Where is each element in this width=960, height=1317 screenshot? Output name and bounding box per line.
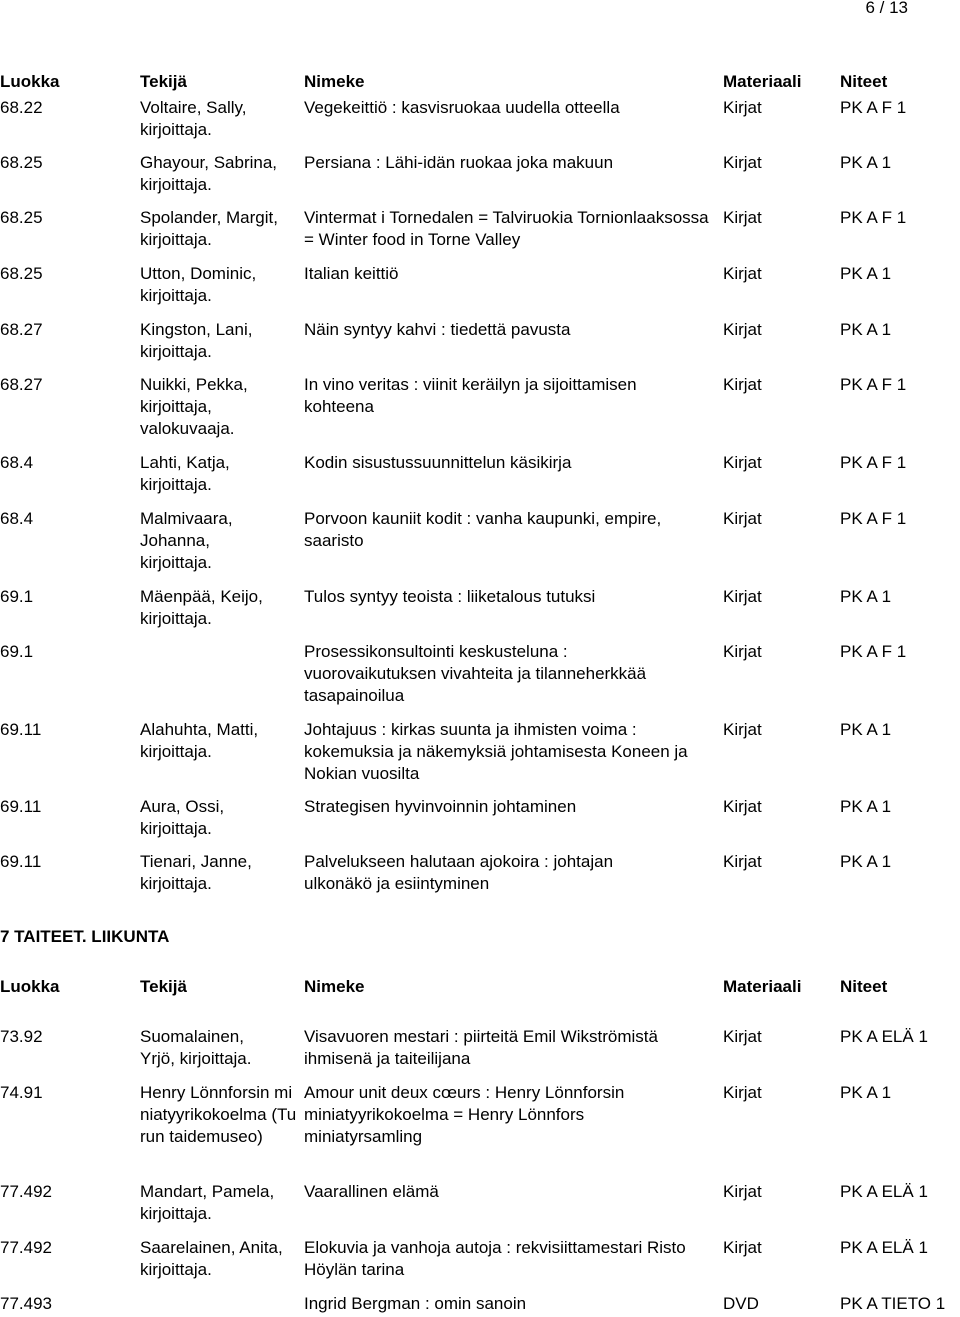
cell-nimeke: Johtajuus : kirkas suunta ja ihmisten voima : kokemuksia ja näkemyksiä johtamisesta Koneen ja Nokian vuosilta [304, 720, 688, 783]
cell-materiaali: Kirjat [723, 153, 762, 172]
cell-niteet: PK A F 1 [840, 453, 907, 472]
cell-luokka: 68.4 [0, 509, 34, 528]
cell-nimeke: In vino veritas : viinit keräilyn ja sijoittamisen kohteena [304, 375, 637, 416]
cell-materiaali: Kirjat [723, 1027, 762, 1046]
cell-materiaali: Kirjat [723, 797, 762, 816]
cell-luokka: 73.92 [0, 1027, 43, 1046]
cell-luokka: 68.25 [0, 264, 43, 283]
header-tekija: Tekijä [140, 72, 187, 91]
cell-nimeke: Tulos syntyy teoista : liiketalous tutuksi [304, 587, 596, 606]
cell-nimeke: Ingrid Bergman : omin sanoin [304, 1294, 527, 1313]
cell-nimeke: Visavuoren mestari : piirteitä Emil Wikströmistä ihmisenä ja taiteilijana [304, 1027, 658, 1068]
section-title: 7 TAITEET. LIIKUNTA [0, 927, 170, 946]
header-nimeke: Nimeke [304, 977, 365, 996]
cell-materiaali: Kirjat [723, 320, 762, 339]
cell-niteet: PK A F 1 [840, 642, 907, 661]
cell-tekija: Utton, Dominic, kirjoittaja. [140, 264, 257, 305]
cell-niteet: PK A ELÄ 1 [840, 1027, 928, 1046]
cell-materiaali: Kirjat [723, 264, 762, 283]
cell-tekija: Nuikki, Pekka, kirjoittaja, valokuvaaja. [140, 375, 248, 438]
header-tekija: Tekijä [140, 977, 187, 996]
cell-materiaali: Kirjat [723, 509, 762, 528]
cell-tekija: Saarelainen, Anita, kirjoittaja. [140, 1238, 283, 1279]
cell-luokka: 69.11 [0, 852, 42, 871]
cell-luokka: 68.22 [0, 98, 43, 117]
cell-luokka: 74.91 [0, 1083, 43, 1102]
cell-materiaali: Kirjat [723, 852, 762, 871]
cell-luokka: 68.27 [0, 375, 43, 394]
header-materiaali: Materiaali [723, 72, 802, 91]
cell-materiaali: Kirjat [723, 1083, 762, 1102]
cell-niteet: PK A 1 [840, 852, 892, 871]
cell-tekija: Henry Lönnforsin miniatyyrikokoelma (Turun taidemuseo) [140, 1083, 297, 1146]
cell-niteet: PK A ELÄ 1 [840, 1182, 928, 1201]
cell-tekija: Malmivaara, Johanna, kirjoittaja. [140, 509, 233, 572]
cell-nimeke: Strategisen hyvinvoinnin johtaminen [304, 797, 577, 816]
cell-materiaali: Kirjat [723, 208, 762, 227]
cell-tekija: Tienari, Janne, kirjoittaja. [140, 852, 252, 893]
cell-tekija: Lahti, Katja, kirjoittaja. [140, 453, 230, 494]
cell-tekija: Suomalainen, Yrjö, kirjoittaja. [140, 1027, 252, 1068]
cell-materiaali: Kirjat [723, 375, 762, 394]
page-number: 6 / 13 [865, 0, 908, 17]
cell-tekija: Aura, Ossi, kirjoittaja. [140, 797, 225, 838]
cell-niteet: PK A 1 [840, 720, 892, 739]
cell-tekija: Mandart, Pamela, kirjoittaja. [140, 1182, 275, 1223]
cell-luokka: 77.492 [0, 1238, 52, 1257]
cell-tekija: Alahuhta, Matti, kirjoittaja. [140, 720, 259, 761]
cell-nimeke: Prosessikonsultointi keskusteluna : vuorovaikutuksen vivahteita ja tilanneherkkää tasapainoilua [304, 642, 647, 705]
cell-tekija: Spolander, Margit, kirjoittaja. [140, 208, 278, 249]
header-niteet: Niteet [840, 977, 888, 996]
cell-nimeke: Vaarallinen elämä [304, 1182, 439, 1201]
cell-niteet: PK A ELÄ 1 [840, 1238, 928, 1257]
cell-niteet: PK A 1 [840, 264, 892, 283]
cell-niteet: PK A 1 [840, 320, 892, 339]
cell-nimeke: Porvoon kauniit kodit : vanha kaupunki, empire, saaristo [304, 509, 662, 550]
cell-luokka: 68.25 [0, 153, 43, 172]
cell-nimeke: Näin syntyy kahvi : tiedettä pavusta [304, 320, 571, 339]
cell-tekija: Voltaire, Sally, kirjoittaja. [140, 98, 247, 139]
header-nimeke: Nimeke [304, 72, 365, 91]
cell-nimeke: Kodin sisustussuunnittelun käsikirja [304, 453, 572, 472]
cell-niteet: PK A F 1 [840, 208, 907, 227]
cell-luokka: 77.493 [0, 1294, 52, 1313]
cell-nimeke: Vintermat i Tornedalen = Talviruokia Tornionlaaksossa = Winter food in Torne Valley [304, 208, 709, 249]
cell-niteet: PK A 1 [840, 587, 892, 606]
header-materiaali: Materiaali [723, 977, 802, 996]
cell-nimeke: Persiana : Lähi-idän ruokaa joka makuun [304, 153, 614, 172]
cell-tekija: Ghayour, Sabrina, kirjoittaja. [140, 153, 278, 194]
cell-materiaali: Kirjat [723, 1182, 762, 1201]
cell-luokka: 69.1 [0, 642, 34, 661]
cell-luokka: 69.11 [0, 797, 42, 816]
cell-niteet: PK A F 1 [840, 375, 907, 394]
cell-materiaali: Kirjat [723, 720, 762, 739]
header-luokka: Luokka [0, 977, 60, 996]
cell-materiaali: Kirjat [723, 98, 762, 117]
cell-materiaali: Kirjat [723, 642, 762, 661]
header-niteet: Niteet [840, 72, 888, 91]
cell-tekija: Mäenpää, Keijo, kirjoittaja. [140, 587, 263, 628]
cell-nimeke: Amour unit deux cœurs : Henry Lönnforsin miniatyyrikokoelma = Henry Lönnfors miniatyrsamling [304, 1083, 625, 1146]
cell-niteet: PK A 1 [840, 1083, 892, 1102]
cell-nimeke: Italian keittiö [304, 264, 399, 283]
cell-tekija: Kingston, Lani, kirjoittaja. [140, 320, 253, 361]
cell-materiaali: Kirjat [723, 1238, 762, 1257]
cell-niteet: PK A TIETO 1 [840, 1294, 946, 1313]
cell-luokka: 69.11 [0, 720, 42, 739]
cell-nimeke: Palvelukseen halutaan ajokoira : johtajan ulkonäkö ja esiintyminen [304, 852, 614, 893]
cell-nimeke: Elokuvia ja vanhoja autoja : rekvisiittamestari Risto Höylän tarina [304, 1238, 686, 1279]
cell-materiaali: Kirjat [723, 587, 762, 606]
cell-niteet: PK A F 1 [840, 98, 907, 117]
cell-niteet: PK A F 1 [840, 509, 907, 528]
cell-materiaali: DVD [723, 1294, 759, 1313]
cell-luokka: 68.4 [0, 453, 34, 472]
cell-luokka: 77.492 [0, 1182, 52, 1201]
cell-luokka: 69.1 [0, 587, 34, 606]
cell-niteet: PK A 1 [840, 153, 892, 172]
cell-materiaali: Kirjat [723, 453, 762, 472]
cell-niteet: PK A 1 [840, 797, 892, 816]
header-luokka: Luokka [0, 72, 60, 91]
cell-nimeke: Vegekeittiö : kasvisruokaa uudella otteella [304, 98, 620, 117]
cell-luokka: 68.25 [0, 208, 43, 227]
cell-luokka: 68.27 [0, 320, 43, 339]
